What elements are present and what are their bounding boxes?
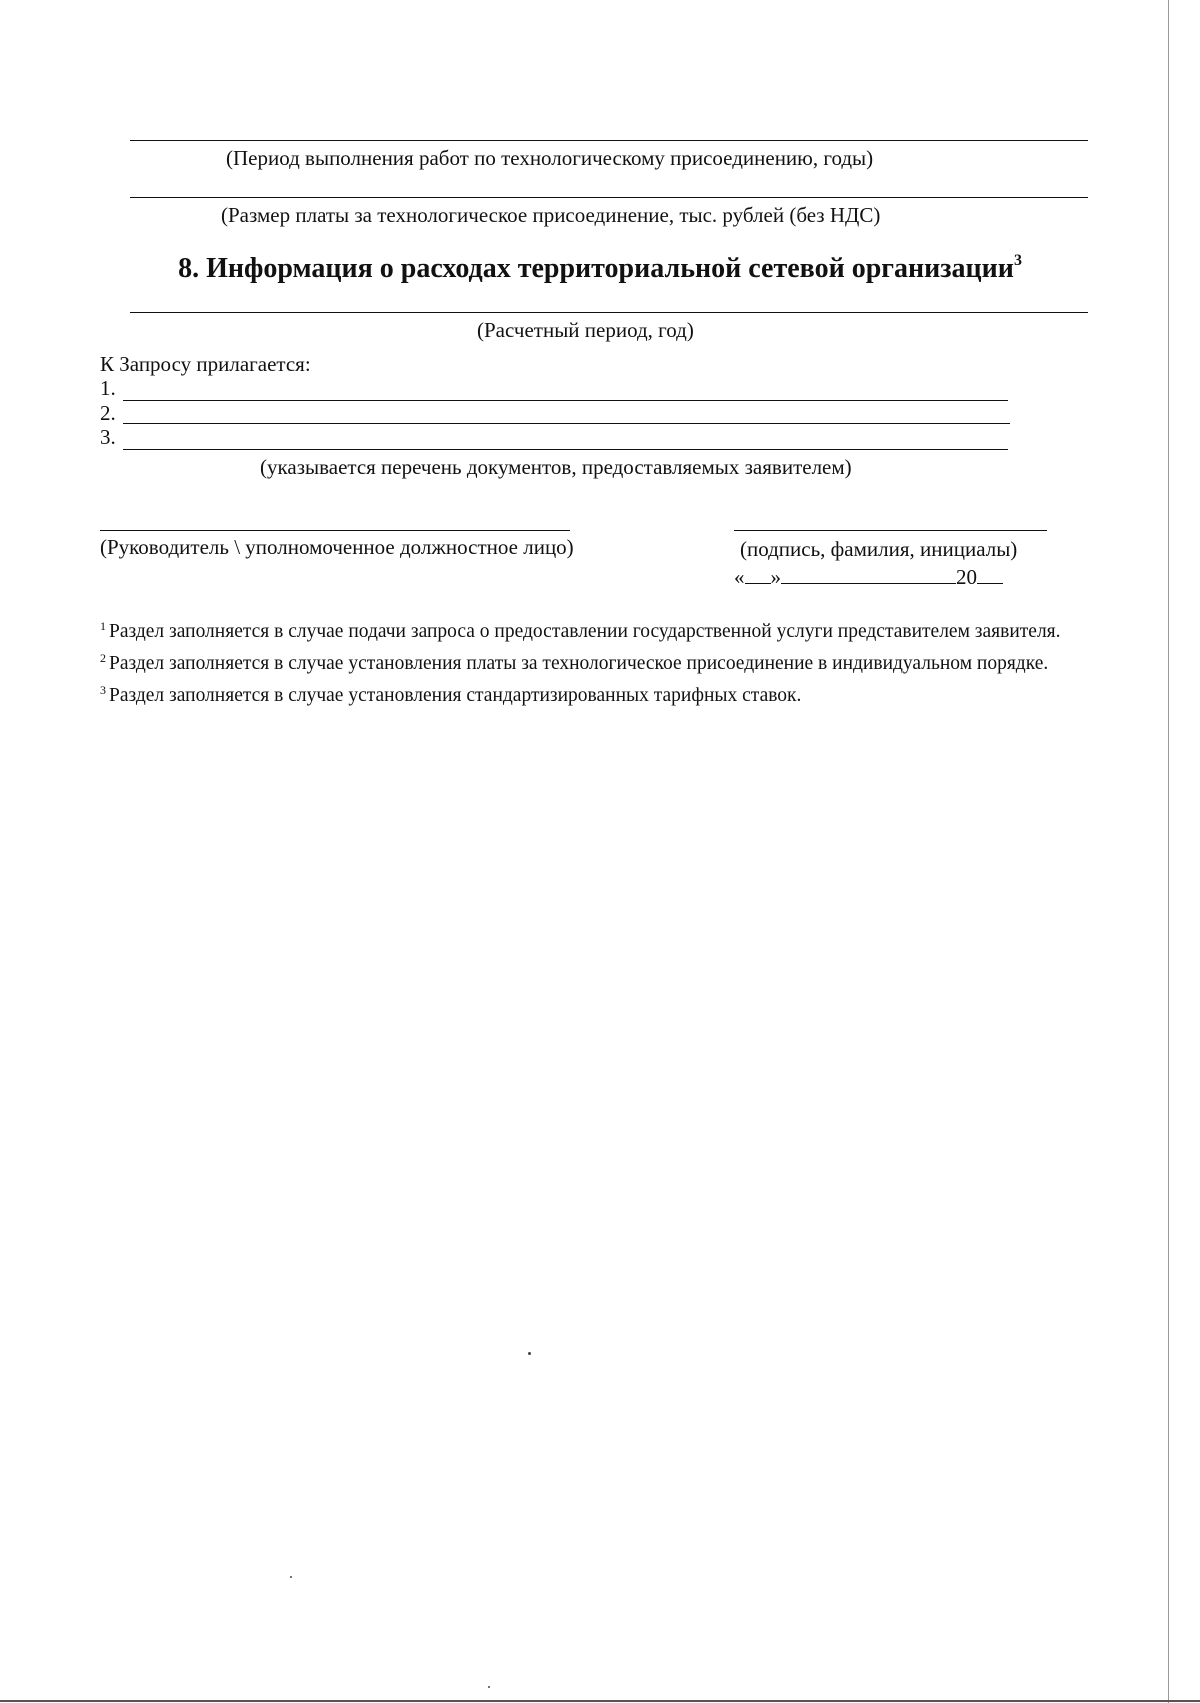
footnote — [100, 646, 1110, 676]
footnote-ref: 1 — [100, 619, 106, 633]
footnote-ref: 3 — [100, 683, 106, 697]
section-heading-text: 8. Информация о расходах территориальной сетевой организации — [178, 253, 1014, 284]
section-heading — [0, 252, 1200, 285]
footnote — [100, 614, 1110, 644]
section-heading-footnote-ref: 3 — [1013, 252, 1022, 269]
date-open-quote: « — [734, 565, 745, 589]
footnote-text: Раздел заполняется в случае подачи запроса о предоставлении государственной услуги представителем заявителя. — [109, 621, 1061, 642]
fee-line — [130, 197, 1088, 198]
footnotes — [100, 614, 1110, 710]
attachment-number: 2. — [100, 401, 116, 425]
attachments-caption: (указывается перечень документов, предоставляемых заявителем) — [260, 455, 852, 479]
scan-speck — [528, 1352, 531, 1355]
attachment-line — [123, 449, 1008, 450]
footnote — [100, 678, 1110, 708]
attachment-line — [123, 423, 1010, 424]
calc-period-line — [130, 312, 1088, 313]
calc-period-caption: (Расчетный период, год) — [477, 318, 694, 342]
period-caption: (Период выполнения работ по технологическому присоединению, годы) — [226, 146, 874, 170]
signatory-line — [100, 530, 570, 531]
signature-line — [734, 530, 1047, 531]
footnote-text: Раздел заполняется в случае установления платы за технологическое присоединение в индивидуальном порядке. — [109, 653, 1049, 674]
fee-caption: (Размер платы за технологическое присоединение, тыс. рублей (без НДС) — [221, 203, 881, 227]
date-day-blank — [745, 563, 771, 584]
scan-edge-line — [1168, 0, 1169, 1703]
date-year-prefix: 20 — [956, 565, 977, 589]
signature-caption: (подпись, фамилия, инициалы) — [740, 537, 1018, 561]
period-line — [130, 140, 1088, 141]
scan-bottom-edge — [0, 1700, 1200, 1702]
footnote-ref: 2 — [100, 651, 106, 665]
date-year-blank — [977, 563, 1003, 584]
attachment-number: 3. — [100, 425, 116, 449]
attachment-line — [123, 400, 1008, 401]
date-close-quote: » — [770, 565, 781, 589]
scan-speck — [290, 1576, 292, 1578]
footnote-text: Раздел заполняется в случае установления стандартизированных тарифных ставок. — [109, 685, 802, 706]
attachments-title: К Запросу прилагается: — [100, 352, 311, 376]
date-month-blank — [781, 563, 956, 584]
attachment-number: 1. — [100, 376, 116, 400]
date-row — [734, 563, 1003, 590]
signatory-caption: (Руководитель \ уполномоченное должностное лицо) — [100, 535, 574, 559]
scan-speck — [488, 1686, 490, 1688]
